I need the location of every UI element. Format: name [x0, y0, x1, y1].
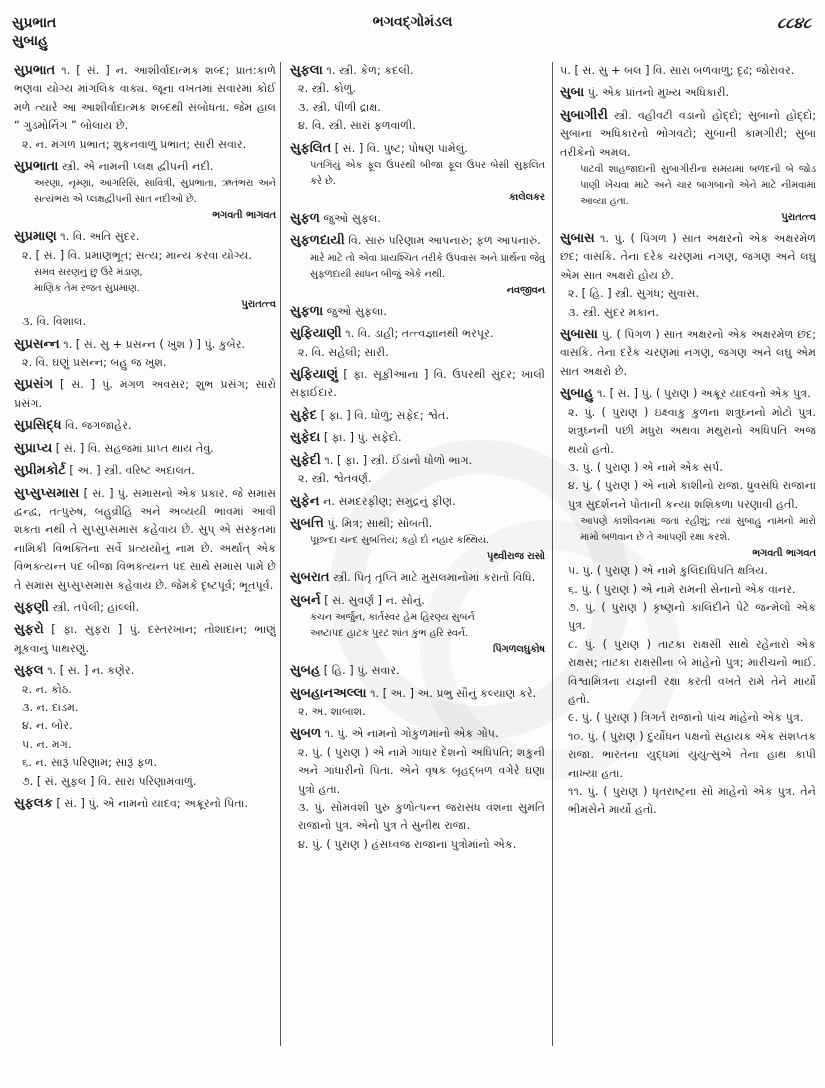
definition: પું. એક પ્રાંતનો મુખ્ય અધિકારી. — [587, 86, 730, 100]
dictionary-entry — [290, 62, 545, 136]
dictionary-entry — [14, 662, 276, 791]
sense: ૬. પું. ( પુરાણ ) એ નામે રામની સેનાનો એક વાનર. — [568, 582, 796, 596]
headword: સુફળ — [290, 211, 320, 227]
sense: ૩. ન. દાડમ. — [22, 700, 79, 714]
definition: જુઓ સુફલા. — [326, 304, 387, 318]
citation-source: કાલેલકર — [508, 192, 545, 204]
headword: સુબર્ન — [290, 592, 321, 608]
headword: સુફેન — [290, 493, 320, 509]
citation-quote: પાટવી શાહજાદાની સુબાગીરીના સમયમાં બળદની બે જોડ પાણી ખેંચવા માટે અને ચાર બાગબાનો એને માટે નીમવામાં આવ્યા હતા. — [580, 164, 816, 208]
definition: વિ. સારું પરિણામ આપનારું; ફળ આપનારું. — [348, 234, 541, 248]
sense: ૩. પું. સોમવંશી પુરુ કુળોત્પન્ન જરાસંધ વંશના સુમતિ રાજાનો પુત્ર. એનો પુત્ર તે સુનીથ રાજા. — [298, 800, 545, 833]
headword: સુબાસ — [560, 231, 595, 247]
headword: સુબાહુ — [560, 386, 594, 402]
headword: સુફલ — [14, 663, 44, 679]
definition: [ હિ. ] પું. સવાર. — [323, 664, 400, 678]
definition: સ્ત્રી. પિતૃ તૃપ્તિ માટે મુસલમાનોમાં કરાતો વિધિ. — [333, 571, 536, 585]
page-number: ૮૮૪૮ — [776, 14, 811, 32]
sense: ૭. [ સં. સુફલ ] વિ. સારા પરિણામવાળું. — [22, 774, 197, 788]
sense: ૨. વિ. ઘણું પ્રસન્ન; બહુ જ ખુશ. — [22, 356, 167, 370]
dictionary-entry — [14, 599, 276, 617]
dictionary-entry — [14, 417, 276, 435]
sense: ૨. પું. ( પુરાણ ) એ નામે ગાંધાર દેશનો અધિપતિ; શકુની અને ગાંધારીનો પિતા. એને વૃષક બૃહદ્બળ વગેરે ઘણા પુત્રો હતા. — [298, 745, 545, 796]
definition: ૧. પું. એ નામનો ગોકુળમાંનો એક ગોપ. — [324, 727, 499, 741]
headword: સુપ્રમાણ — [14, 229, 57, 245]
citation-source: ભગવતી ભાગવત — [212, 210, 276, 222]
sense: ૨. [ હિ. ] સ્ત્રી. સુગંધ; સુવાસ. — [568, 287, 700, 301]
sense: ૨. ન. મંગળ પ્રભાત; શુકનવાળું પ્રભાત; સારી સવાર. — [22, 137, 247, 151]
definition: [ સં. ] વિ. પુષ્ટ; પોષણ પામેલું. — [334, 141, 468, 155]
sense: ૭. પું. ( પુરાણ ) કૃષ્ણનો કાલિંદીને પેટે જન્મેલો એક પુત્ર. — [568, 600, 816, 633]
column-right — [560, 62, 816, 1082]
headword: સુબળ — [290, 726, 322, 742]
headword: સુફળા — [290, 303, 324, 319]
dictionary-entry — [290, 429, 545, 447]
dictionary-entry — [290, 725, 545, 854]
headword: સુબાસા — [560, 327, 598, 343]
definition: [ અં. ] સ્ત્રી. વરિષ્ટ અદાલત. — [69, 464, 195, 478]
citation-source: પૃથ્વીરાજ રાસો — [486, 551, 545, 563]
definition: ૧. સ્ત્રી. કેળ; કદલી. — [326, 64, 414, 77]
headword: સુપ્રસંગ — [14, 377, 53, 393]
headword: સુબહ — [290, 663, 321, 679]
headword: સુપ્રભાત — [14, 63, 56, 78]
definition: ૧. વિ. ડાહી; તત્ત્વજ્ઞાનથી ભરપૂર. — [345, 327, 494, 341]
dictionary-entry — [560, 326, 816, 381]
column-middle — [290, 62, 545, 1082]
definition: ૧. [ ફા. ] સ્ત્રી. ઈંડાંનો ધોળો ભાગ. — [324, 453, 473, 467]
sense: ૨. વિ. સહેલી; સારી. — [298, 345, 389, 359]
dictionary-entry — [560, 62, 816, 80]
sense: ૪. વિ. સ્ત્રી. સારાં ફળવાળી. — [298, 119, 416, 133]
sense: ૨. સ્ત્રી. કોળું. — [298, 82, 356, 96]
dictionary-entry — [290, 366, 545, 403]
sense: ૬. ન. સારૂં પરિણામ; સારૂં ફળ. — [22, 756, 158, 770]
sense: ૨. ન. કોઠ. — [22, 682, 72, 696]
citation-source: પિંગળલઘુકોષ — [492, 644, 545, 656]
citation-source: ભગવતી ભાગવત — [752, 548, 816, 560]
guide-word-first: સુપ્રભાત — [12, 15, 57, 31]
dictionary-entry — [290, 232, 545, 298]
sense: ૧૧. પું. ( પુરાણ ) ધૃતરાષ્ટ્રના સો માંહેનો એક પુત્ર. તેને ભીમસેને માર્યો હતો. — [568, 785, 816, 817]
sense: ૪. પું. ( પુરાણ ) હંસધ્વજ રાજાના પુત્રોમાંનો એક. — [298, 837, 517, 851]
sense: ૨. પું. ( પુરાણ ) ઇક્ષ્વાકુ કુળના શત્રુઘ્નનો મોટો પુત્ર. શત્રુઘ્નની પછી મધુરા અથવા મથુરાનો અધિપતિ અજ થયો હતો. — [568, 405, 816, 456]
sense: ૨. સ્ત્રી. શ્વેતવર્ણ. — [298, 472, 372, 486]
definition: ૧. [ સં. સુ + પ્રસન્ન ( ખુશ ) ] પું. કુબેર. — [63, 337, 246, 351]
citation-quote: પતંગિયું એક ફૂલ ઉપરથી બીજા ફૂલ ઉપર બેસી સુફલિત કરે છે. — [310, 160, 545, 188]
headword: સુફરો — [14, 622, 44, 638]
headword: સુફલિત — [290, 140, 332, 156]
headword: સુફલક — [14, 796, 53, 811]
definition: ૧. પું. ( પિંગળ ) સાત અક્ષરનો એક અક્ષરમેળ છંદ; વાસકિ. તેના દરેક ચરણમાં નગણ, જગણ અને લઘુ એમ સાત અક્ષરો હોય છે. — [560, 232, 816, 282]
dictionary-entry — [14, 228, 276, 331]
headword: સુબત્તિ — [290, 515, 324, 531]
sense: ૪. પું. ( પુરાણ ) એ નામે કાશીનો રાજા. ધ્રુવસંધિ રાજાના પુત્ર સુદર્શનને પોતાની કન્યા શશિકળા પરણાવી હતી. — [568, 479, 816, 511]
definition: ૧. [ અ. ] અ. પ્રભુ સૌનું કલ્યાણ કરે. — [370, 686, 537, 700]
definition: સ્ત્રી. તપેલી; હાંલ્લી. — [52, 600, 140, 614]
definition: [ સં. સુવર્ણ ] ન. સોનું. — [324, 593, 425, 607]
definition: પું. ( પિંગળ ) સાત અક્ષરનો એક અક્ષરમેળ છંદ; વાસકિ. તેના દરેક ચરણમાં નગણ, જગણ અને લઘુ એમ સાત અક્ષરો છે. — [560, 328, 816, 378]
definition: ૧. [ સં. ] પું. ( પુરાણ ) અક્રૂર યાદવનો એક પુત્ર. — [596, 387, 811, 401]
sense: ૪. ન. બોર. — [22, 719, 73, 733]
dictionary-entry — [290, 325, 545, 362]
headword: સુબરાત — [290, 570, 330, 586]
definition: [ ફા. ] પું. સફેદો. — [323, 431, 402, 445]
sense: ૩. પું. ( પુરાણ ) એ નામે એક સર્પ. — [568, 460, 723, 474]
dictionary-entry — [290, 592, 545, 658]
dictionary-entry — [14, 462, 276, 480]
definition: ૧. [ સં. ] ન. કણેર. — [47, 664, 135, 678]
sense: ૩. સ્ત્રી. સુંદર મકાન. — [568, 305, 659, 319]
definition: [ ફા. સૂફીઆના ] વિ. ઉપરથી સુંદર; ખાલી સફાઈદાર. — [290, 368, 545, 400]
definition: [ સં. ] વિ. સહજમાં પ્રાપ્ત થાય તેવું. — [55, 441, 214, 455]
headword: સુબહાનઅલ્લા — [290, 685, 367, 701]
headword: સુબાગીરી — [560, 107, 608, 123]
definition: ૧. [ સં. ] ન. આશીર્વાદાત્મક શબ્દ; પ્રાત:કાળે ભણવા યોગ્ય માંગલિક વાક્ય. જૂના વખતમાં સવારમાં કોઈ મળે ત્યારે આ આશીર્વાદાત્મક શબ્દથી સંબોધતા. જેમ હાલ “ ગુડમોર્નિંગ ” બોલાય છે. — [14, 64, 276, 133]
definition: ૫. [ સં. સુ + બલ ] વિ. સારા બળવાળું; દૃઢ; જોરાવર. — [560, 64, 795, 77]
definition: સ્ત્રી. એ નામની પ્લક્ષ દ્વીપની નદી. — [61, 160, 214, 174]
definition: [ ફા. ] વિ. ધોળું; સફેદ; શ્વેત. — [320, 408, 450, 422]
citation-quote: મારે માટે તો એવા પ્રાયશ્ચિત તરીકે ઉપવાસ અને પ્રાર્થના જેવું સુફળદાયી સાધન બીજું એકે નથી. — [310, 252, 545, 280]
dictionary-entry — [290, 493, 545, 511]
dictionary-entry — [560, 107, 816, 226]
headword: સુપ્રાપ્ય — [14, 440, 53, 456]
citation-quote: કંચન અર્જુન, કાર્તસ્વર હેમ હિરણ્ય સુબર્ન — [310, 612, 475, 624]
page-header — [6, 10, 819, 54]
definition: જુઓ સુફલ. — [323, 212, 381, 226]
dictionary-entry — [290, 662, 545, 680]
sense: ૩. સ્ત્રી. પીળી દ્રાક્ષ. — [298, 100, 381, 114]
definition: સ્ત્રી. વહીવટી વડાનો હોદ્દો; સુબાનો હોદ્દો; સુબાના અધિકારનો ભોગવટો; સુબાની કામગીરી; સુબા તરીકેનો અમલ. — [560, 108, 816, 159]
citation-quote: આપણે કાશીવનમાં જતાં રહીશું; ત્યાં સુબાહુ નામનો મારો મામો બળવાન છે તે આપણી રક્ષા કરશે. — [580, 516, 816, 544]
dictionary-entry — [290, 140, 545, 206]
column-divider — [552, 62, 553, 1046]
headword: સુપ્રભાતા — [14, 159, 59, 175]
headword: સુપ્સુપ્સમાસ — [14, 485, 80, 501]
dictionary-entry — [14, 485, 276, 595]
headword: સુબા — [560, 85, 585, 101]
dictionary-entry — [560, 230, 816, 322]
definition: [ સં. ] પું. એ નામનો યાદવ; અક્રૂરનો પિતા. — [56, 797, 248, 810]
citation-source: પુરાતત્ત્વ — [781, 212, 816, 224]
citation-quote: અષ્ટાપદ હાટક પુરટ શાંત કુંભ હરિ સ્વર્ન. — [310, 628, 469, 640]
citation-source: પુરાતત્ત્વ — [241, 299, 276, 311]
dictionary-entry — [290, 452, 545, 489]
dictionary-entry — [290, 569, 545, 587]
dictionary-entry — [560, 84, 816, 102]
definition: [ સં. ] પું. મંગળ અવસર; શુભ પ્રસંગ; સારો પ્રસંગ. — [14, 378, 276, 410]
definition: પું. મિત્ર; સાથી; સોબતી. — [327, 516, 433, 530]
citation-quote: અરણા, નૃમ્ણા, આંગરિસિ, સાવિત્રી, સુપ્રભાતા, ઋતંભરા અને સત્યંભરા એ પ્લક્ષદ્વીપની સાત નદીઓ છે. — [34, 178, 276, 206]
sense: ૨. [ સં. ] વિ. પ્રમાણભૂત; સત્ય; માન્ય કરવા યોગ્ય. — [22, 248, 252, 262]
headword: સુપ્રસિદ્ધ — [14, 418, 62, 434]
sense: ૫. ન. મગ. — [22, 737, 72, 751]
dictionary-entry — [290, 210, 545, 228]
headword: સુફિયાણી — [290, 326, 342, 342]
column-divider — [280, 62, 281, 1046]
headword: સુફેદ — [290, 407, 318, 423]
citation-quote: પૂછન્દા ચન્દ સુબત્તિયં; કહો દો નહાર કથ્થિયં. — [310, 535, 490, 547]
definition: ન. સમદરફીણ; સમુદ્રનું ફીણ. — [323, 494, 456, 508]
sense: ૨. અ. શાબાશ. — [298, 704, 366, 718]
column-left — [14, 62, 276, 1082]
headword: સુફિયાણું — [290, 367, 338, 383]
dictionary-entry — [560, 385, 816, 820]
sense: ૮. પું. ( પુરાણ ) તાટકા રાક્ષસી સાથે રહેનારો એક રાક્ષસ; તાટકા રાક્ષસીના બે માંહેનો પુત્ર; મારીચનો ભાઈ. વિશ્વામિત્રના યજ્ઞની રક્ષા કરતી વખતે રામે તેને માર્યો હતો. — [568, 637, 816, 706]
definition: ૧. વિ. અતિ સુંદર. — [60, 230, 140, 244]
headword: સુપ્રીમકોર્ટ — [14, 463, 66, 479]
definition: [ ફા. સુફરા ] પું. દસ્તરખાન; તોશાદાન; ભાણું મૂકવાનું પાથરણું. — [14, 623, 276, 655]
dictionary-entry — [290, 685, 545, 722]
sense: ૯. પું. ( પુરાણ ) ત્રિગર્ત રાજાનો પાંચ માંહેનો એક પુત્ર. — [568, 711, 804, 725]
headword: સુફેદા — [290, 430, 321, 446]
headword: સુફળદાયી — [290, 233, 345, 249]
headword: સુફણી — [14, 599, 49, 615]
dictionary-entry — [290, 303, 545, 321]
dictionary-entry — [14, 62, 276, 154]
sense: ૧૦. પું. ( પુરાણ ) દુર્યોધન પક્ષનો સહાયક એક સંશપ્તક રાજા. ભારતના યુદ્ધમાં યુયુત્સુએ તેના હાથ કાપી નાખ્યા હતા. — [568, 729, 816, 780]
citation-quote: માણિક તેમ રજત સુપ્રમાણ. — [34, 283, 140, 295]
dictionary-entry — [290, 515, 545, 565]
headword: સુપ્રસન્ન — [14, 336, 60, 352]
sense: ૫. પું. ( પુરાણ ) એ નામે કુલિંદાધિપતિ ક્ષત્રિય. — [568, 564, 768, 578]
definition: [ સં. ] પું. સમાસનો એક પ્રકાર. જે સમાસ દ્વન્દ્વ, તત્પુરુષ, બહુવ્રીહિ અને અવ્યયી ભાવમાં આવી શકતા નથી તે સુપ્સુપ્સમાસ કહેવાય છે. સુપ્ એ સંસ્કૃતમાં નામિકી વિભક્તિના સર્વે પ્રત્યયોનું નામ છે. અર્થાત્ એક વિભક્ત્યન્ત પદ બીજા વિભક્ત્યન્ત પદ સાથે સમાસ પામે છે તે સમાસ સુપ્સુપ્સમાસ કહેવાય છે. જેમકે દૃષ્ટપૂર્વ; ભૂતપૂર્વ. — [14, 486, 276, 592]
citation-quote: સમવ સરણનું છું ઉરે મંડાણ, — [34, 267, 143, 279]
headword: સુફેદી — [290, 452, 321, 468]
citation-source: નવજીવન — [506, 284, 545, 296]
dictionary-entry — [290, 407, 545, 425]
dictionary-entry — [14, 336, 276, 373]
dictionary-entry — [14, 158, 276, 224]
dictionary-entry — [14, 621, 276, 658]
dictionary-title: ભગવદ્ગોમંડલ — [372, 14, 453, 30]
dictionary-entry — [14, 376, 276, 413]
headword: સુફલા — [290, 63, 323, 78]
definition: વિ. જગજાહેર. — [65, 419, 132, 433]
dictionary-entry — [14, 795, 276, 813]
dictionary-entry — [14, 440, 276, 458]
guide-word-last: સુબાહુ — [12, 33, 48, 49]
sense: ૩. વિ. વિશાલ. — [22, 315, 87, 329]
